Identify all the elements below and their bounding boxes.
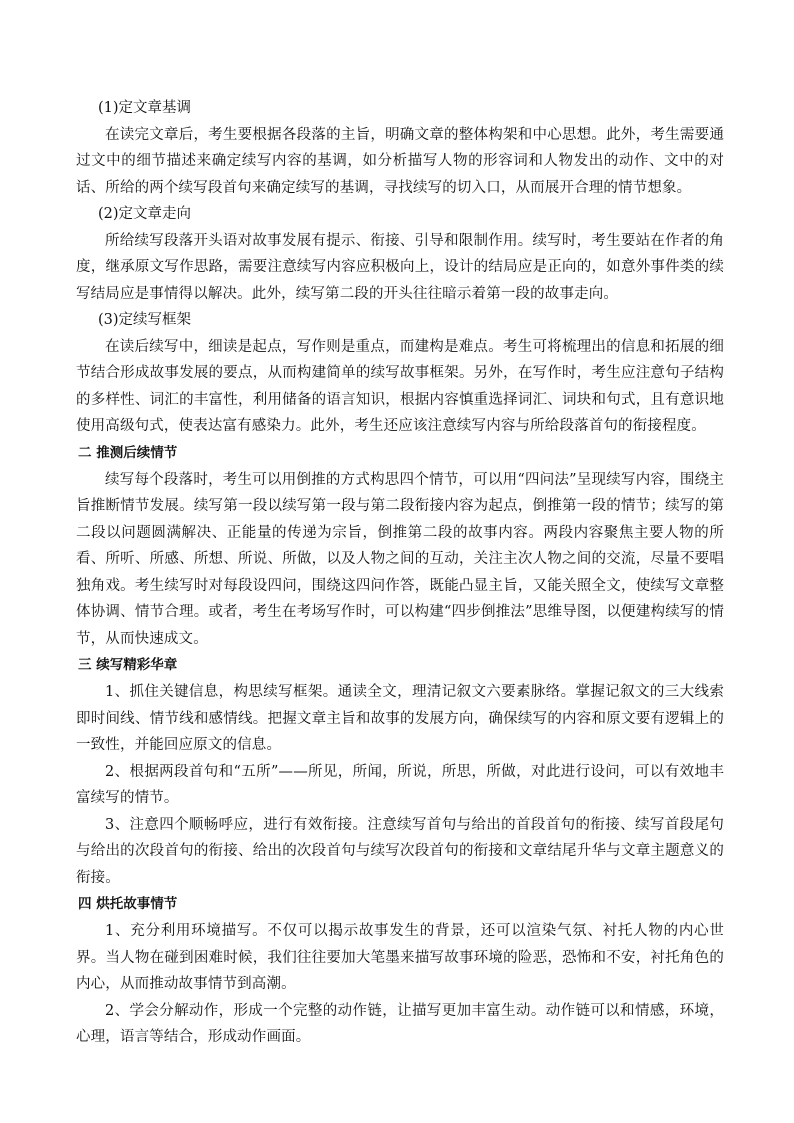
paragraph-set-framework: 在读后续写中，细读是起点，写作则是重点，而建构是难点。考生可将梳理出的信息和拓展的细节结合形成故事发展的要点，从而构建简单的续写故事框架。另外，在写作时，考生应注意句子结构的多样性、词汇的丰富性，利用储备的语言知识，根据内容慎重选择词汇、词块和句式，且有意识地使用高级句式，使表达富有感染力。此外，考生还应该注意续写内容与所给段落首句的衔接程度。 [76,338,724,434]
section-heading-brilliant-writing: 三 续写精彩华章 [78,657,178,673]
section-heading-infer-plot: 二 推测后续情节 [78,444,178,461]
list-item-five-aspects: 2、根据两段首句和“五所”——所见，所闻，所说，所思，所做，对此进行设问，可以有效地丰富续写的情节。 [76,763,724,806]
subheading-set-framework: (3)定续写框架 [98,312,192,328]
list-item-action-chain: 2、学会分解动作，形成一个完整的动作链，让描写更加丰富生动。动作链可以和情感，环境，心理，语言等结合，形成动作画面。 [76,1002,724,1045]
subheading-set-direction: (2)定文章走向 [98,206,192,222]
list-item-key-info: 1、抓住关键信息，构思续写框架。通读全文，理清记叙文六要素脉络。掌握记叙文的三大线索即时间线、情节线和感情线。把握文章主旨和故事的发展方向，确保续写的内容和原文要有逻辑上的一致性，并能回应原文的信息。 [76,684,724,753]
document-page [76,95,724,1051]
subheading-set-tone: (1)定文章基调 [98,100,192,116]
section-heading-enhance-plot: 四 烘托故事情节 [78,896,178,912]
paragraph-set-tone: 在读完文章后，考生要根据各段落的主旨，明确文章的整体构架和中心思想。此外，考生需要通过文中的细节描述来确定续写内容的基调，如分析描写人物的形容词和人物发出的动作、文中的对话、所给的两个续写段首句来确定续写的基调，寻找续写的切入口，从而展开合理的情节想象。 [76,126,724,196]
paragraph-infer-plot: 续写每个段落时，考生可以用倒推的方式构思四个情节，可以用“四问法”呈现续写内容，围绕主旨推断情节发展。续写第一段以续写第一段与第二段衔接内容为起点，倒推第一段的情节；续写的第二段以问题圆满解决、正能量的传递为宗旨，倒推第二段的故事内容。两段内容聚焦主要人物的所看、所听、所感、所想、所说、所做，以及人物之间的互动，关注主次人物之间的交流，尽量不要唱独角戏。考生续写时对每段设四问，围绕这四问作答，既能凸显主旨，又能关照全文，使续写文章整体协调、情节合理。或者，考生在考场写作时，可以构建“四步倒推法”思维导图，以便建构续写的情节，从而快速成文。 [76,471,724,647]
list-item-cohesion: 3、注意四个顺畅呼应，进行有效衔接。注意续写首句与给出的首段首句的衔接、续写首段尾句与给出的次段首句的衔接、给出的次段首句与续写次段首句的衔接和文章结尾升华与文章主题意义的衔接。 [76,816,724,886]
paragraph-set-direction: 所给续写段落开头语对故事发展有提示、衔接、引导和限制作用。续写时，考生要站在作者的角度，继承原文写作思路，需要注意续写内容应积极向上，设计的结局应是正向的，如意外事件类的续写结局应是事情得以解决。此外，续写第二段的开头往往暗示着第一段的故事走向。 [76,232,724,302]
list-item-environment: 1、充分利用环境描写。不仅可以揭示故事发生的背景，还可以渲染气氛、衬托人物的内心世界。当人物在碰到困难时候，我们往往要加大笔墨来描写故事环境的险恶，恐怖和不安，衬托角色的内心，从而推动故事情节到高潮。 [76,923,724,992]
